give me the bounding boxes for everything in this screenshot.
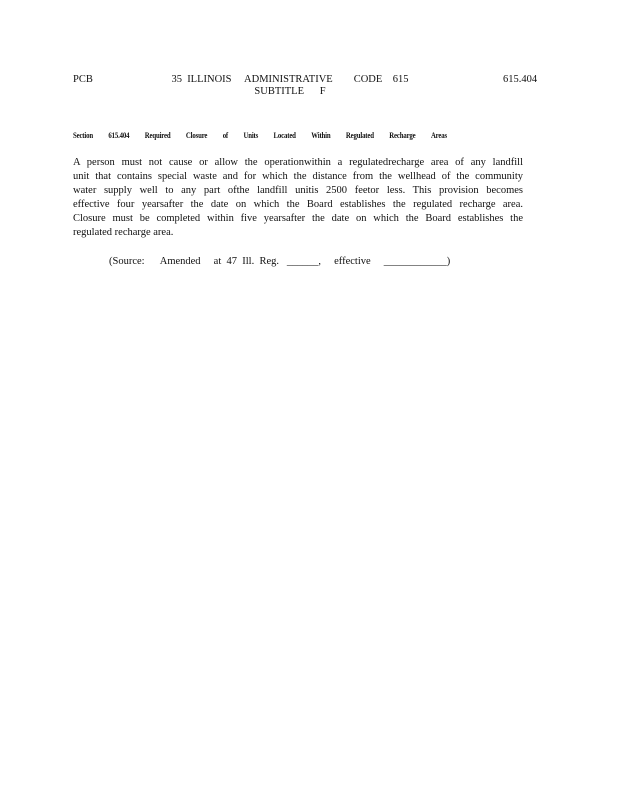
section-heading-word: Units	[243, 131, 259, 140]
paragraph-line: regulated recharge area.	[73, 227, 174, 238]
header-subtitle: SUBTITLE F	[254, 86, 326, 97]
section-heading-word: Within	[311, 131, 331, 140]
section-heading-word: Regulated	[345, 131, 374, 140]
section-heading-word: Located	[273, 131, 296, 140]
section-heading-word: of	[222, 131, 229, 140]
paragraph-line: unit that contains special waste and for which the distance from the wellhead of the community	[73, 171, 523, 182]
source-note: (Source: Amended at 47 Ill. Reg. ______, effective ____________)	[109, 256, 451, 267]
paragraph-line: A person must not cause or allow the operationwithin a regulatedrecharge area of any landfill	[73, 157, 523, 168]
paragraph-line: water supply well to any part ofthe landfill unitis 2500 feetor less. This provision becomes	[73, 185, 523, 196]
header-section-number: 615.404	[503, 74, 538, 85]
section-heading	[73, 131, 447, 140]
section-heading-word: Section	[73, 131, 93, 140]
paragraph-line: Closure must be completed within five yearsafter the date on which the Board establishes the	[73, 213, 523, 224]
header-center-title	[170, 74, 410, 98]
paragraph-line: effective four yearsafter the date on which the Board establishes the regulated recharge area.	[73, 199, 523, 210]
section-heading-word: 615.404	[108, 131, 130, 140]
section-heading-word: Closure	[185, 131, 208, 140]
section-heading-word: Required	[144, 131, 171, 140]
header-left-agency: PCB	[73, 74, 93, 85]
section-body-paragraph	[73, 156, 523, 240]
header-code-title: 35 ILLINOIS ADMINISTRATIVE CODE 615	[171, 74, 409, 85]
section-heading-word: Areas	[430, 131, 447, 140]
section-heading-word: Recharge	[389, 131, 416, 140]
